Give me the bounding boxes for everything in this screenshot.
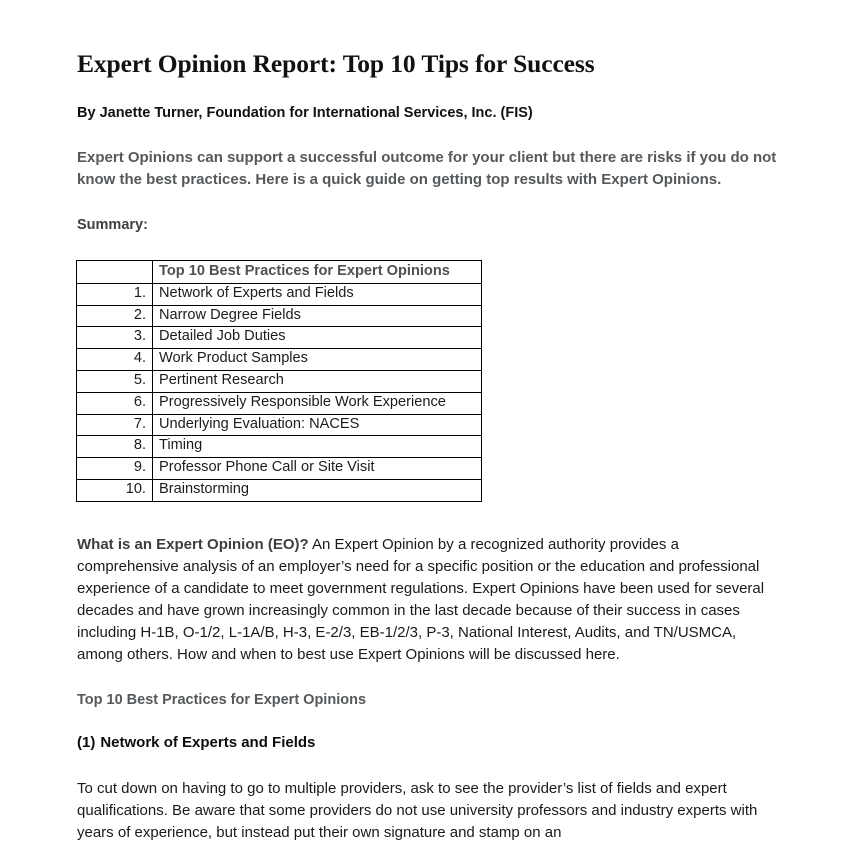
table-row bbox=[77, 480, 482, 502]
table-cell-number: 10. bbox=[77, 480, 153, 502]
table-cell-number: 1. bbox=[77, 283, 153, 305]
table-row bbox=[77, 305, 482, 327]
practice-1-paragraph: To cut down on having to go to multiple providers, ask to see the provider’s list of fields and expert qualifications. Be aware that some providers do not use university professors and industry experts with years of experience, but instead put their own signature and stamp on an bbox=[77, 779, 758, 841]
summary-label: Summary: bbox=[77, 217, 148, 234]
table-row bbox=[77, 436, 482, 458]
table-row bbox=[77, 349, 482, 371]
table-cell-practice: Progressively Responsible Work Experience bbox=[153, 392, 482, 414]
table-cell-practice: Brainstorming bbox=[153, 480, 482, 502]
table-header-number-cell bbox=[77, 261, 153, 284]
table-cell-practice: Work Product Samples bbox=[153, 349, 482, 371]
table-cell-practice: Professor Phone Call or Site Visit bbox=[153, 458, 482, 480]
intro-paragraph: Expert Opinions can support a successful outcome for your client but there are risks if you do not know the best practices. Here is a quick guide on getting top results with Expert Opinions. bbox=[77, 149, 777, 188]
table-cell-number: 6. bbox=[77, 392, 153, 414]
table-row bbox=[77, 327, 482, 349]
table-row bbox=[77, 371, 482, 393]
author-byline: By Janette Turner, Foundation for International Services, Inc. (FIS) bbox=[77, 105, 533, 122]
best-practices-table bbox=[76, 260, 482, 502]
table-cell-practice: Timing bbox=[153, 436, 482, 458]
table-row bbox=[77, 392, 482, 414]
table-cell-number: 5. bbox=[77, 371, 153, 393]
table-cell-number: 3. bbox=[77, 327, 153, 349]
table-cell-practice: Narrow Degree Fields bbox=[153, 305, 482, 327]
table-cell-number: 8. bbox=[77, 436, 153, 458]
table-cell-number: 4. bbox=[77, 349, 153, 371]
table-header-title-cell: Top 10 Best Practices for Expert Opinions bbox=[153, 261, 482, 284]
definition-paragraph bbox=[77, 502, 781, 666]
definition-body-text: An Expert Opinion by a recognized authority provides a comprehensive analysis of an employer’s need for a specific position or the education and professional experience of a candidate to meet government regulations. Expert Opinions have been used for several decades and have grown increasingly common in the last decade because of their success in cases including H-1B, O-1/2, L-1A/B, H-3, E-2/3, EB-1/2/3, P-3, National Interest, Audits, and TN/USMCA, among others. How and when to best use Expert Opinions will be discussed here. bbox=[77, 535, 765, 663]
practice-1-number: (1) bbox=[77, 733, 96, 751]
table-row bbox=[77, 458, 482, 480]
table-row bbox=[77, 283, 482, 305]
practice-1-heading bbox=[77, 708, 781, 751]
table-cell-number: 2. bbox=[77, 305, 153, 327]
table-cell-practice: Detailed Job Duties bbox=[153, 327, 482, 349]
definition-lead-question: What is an Expert Opinion (EO)? bbox=[77, 535, 309, 553]
table-cell-practice: Network of Experts and Fields bbox=[153, 283, 482, 305]
best-practices-heading: Top 10 Best Practices for Expert Opinions bbox=[77, 691, 367, 708]
table-row bbox=[77, 414, 482, 436]
table-header-row bbox=[77, 261, 482, 284]
table-cell-practice: Pertinent Research bbox=[153, 371, 482, 393]
practice-1-title: Network of Experts and Fields bbox=[100, 733, 316, 751]
table-cell-practice: Underlying Evaluation: NACES bbox=[153, 414, 482, 436]
page-title: Expert Opinion Report: Top 10 Tips for Success bbox=[77, 49, 595, 78]
document-content bbox=[77, 0, 781, 844]
summary-table-wrapper bbox=[77, 233, 781, 502]
table-cell-number: 7. bbox=[77, 414, 153, 436]
table-cell-number: 9. bbox=[77, 458, 153, 480]
